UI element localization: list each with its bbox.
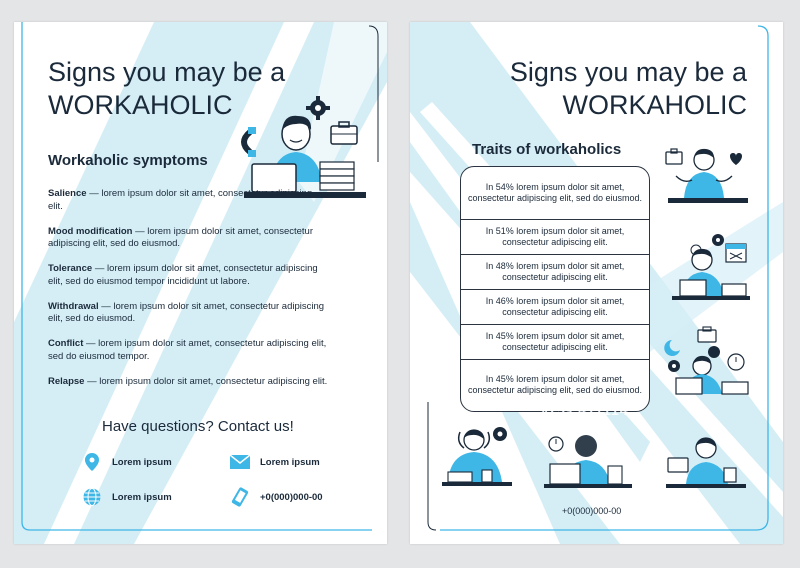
person-holding-briefcase-and-heart-illustration bbox=[662, 140, 752, 208]
gear-icon bbox=[712, 234, 724, 246]
contact-web[interactable] bbox=[82, 487, 172, 507]
symptom-term: Relapse bbox=[48, 375, 85, 387]
envelope-icon bbox=[230, 452, 250, 472]
clock-icon bbox=[549, 437, 563, 451]
traits-heading: Traits of workaholics bbox=[472, 141, 622, 158]
symptom-description: — lorem ipsum dolor sit amet, consectetur adipiscing elit, sed do eiusmod tempor. bbox=[48, 338, 327, 362]
contact-phone-text: +0(000)000-00 bbox=[562, 506, 622, 516]
symptom-term: Withdrawal bbox=[48, 300, 99, 312]
symptom-term: Tolerance bbox=[48, 263, 93, 274]
symptom-description: — lorem ipsum dolor sit amet, consectetur adipiscing elit. bbox=[48, 188, 313, 212]
symptom-description: — lorem ipsum dolor sit amet, consectetur adipiscing elit. bbox=[84, 375, 328, 387]
contact-web-text: Lorem ipsum bbox=[112, 491, 172, 503]
overwhelmed-person-illustration bbox=[438, 420, 520, 490]
symptoms-heading: Workaholic symptoms bbox=[48, 152, 208, 169]
trait-row: In 48% lorem ipsum dolor sit amet, consectetur adipiscing elit. bbox=[461, 255, 649, 290]
symptom-term: Salience bbox=[48, 188, 87, 199]
symptom-item bbox=[48, 263, 328, 288]
briefcase-icon bbox=[331, 122, 357, 144]
clock-icon bbox=[728, 354, 744, 370]
trait-row: In 46% lorem ipsum dolor sit amet, consectetur adipiscing elit. bbox=[461, 290, 649, 325]
briefcase-icon bbox=[698, 327, 716, 342]
location-pin-icon bbox=[82, 452, 102, 472]
person-with-calendar-illustration bbox=[662, 230, 752, 300]
gear-icon bbox=[493, 427, 507, 441]
symptom-term: Conflict bbox=[48, 338, 84, 349]
symptom-item bbox=[48, 376, 328, 389]
phone-icon bbox=[230, 487, 250, 507]
gear-icon bbox=[306, 96, 330, 120]
trait-row: In 54% lorem ipsum dolor sit amet, consectetur adipiscing elit, sed do eiusmod. bbox=[461, 167, 649, 220]
brochure-page-right bbox=[410, 22, 783, 544]
briefcase-icon bbox=[666, 149, 682, 164]
person-with-coffee-illustration bbox=[662, 422, 750, 492]
brochure-page-left bbox=[14, 22, 387, 544]
title-line-2: WORKAHOLIC bbox=[48, 90, 233, 120]
trait-row: In 45% lorem ipsum dolor sit amet, consectetur adipiscing elit, sed do eiusmod. bbox=[467, 374, 643, 395]
symptom-item bbox=[48, 338, 328, 363]
skull-icon bbox=[708, 346, 720, 358]
title-line-2: WORKAHOLIC bbox=[562, 90, 747, 120]
traits-table bbox=[460, 166, 650, 412]
symptom-list bbox=[48, 188, 328, 401]
page-title bbox=[510, 56, 747, 122]
briefcase-icon bbox=[668, 458, 688, 472]
symptom-item bbox=[48, 226, 328, 251]
contact-phone[interactable] bbox=[230, 487, 323, 507]
trait-row: In 45% lorem ipsum dolor sit amet, consectetur adipiscing elit. bbox=[461, 325, 649, 360]
symptom-description: — lorem ipsum dolor sit amet, consectetur adipiscing elit, sed do eiusmod. bbox=[48, 300, 325, 324]
contact-location-text: Lorem ipsum bbox=[112, 456, 172, 468]
watermark: VCG 411114 bbox=[540, 402, 629, 418]
contact-location[interactable] bbox=[82, 452, 172, 472]
heart-icon bbox=[730, 153, 742, 165]
symptom-description: — lorem ipsum dolor sit amet, consectetur adipiscing elit, sed do eiusmod. bbox=[48, 225, 314, 249]
coffee-cup-icon bbox=[724, 468, 736, 482]
globe-icon bbox=[82, 487, 102, 507]
symptom-item bbox=[48, 301, 328, 326]
title-line-1: Signs you may be a bbox=[509, 57, 747, 87]
contact-email[interactable] bbox=[230, 452, 320, 472]
contact-phone-text: +0(000)000-00 bbox=[260, 491, 323, 503]
symptom-description: — lorem ipsum dolor sit amet, consectetur adipiscing elit, sed do eiusmod tempor incididunt ut labore. bbox=[48, 263, 318, 287]
stressed-person-at-night-illustration bbox=[658, 322, 752, 396]
title-line-1: Signs you may be a bbox=[48, 57, 286, 87]
magnet-icon bbox=[244, 127, 256, 157]
trait-row: In 51% lorem ipsum dolor sit amet, consectetur adipiscing elit. bbox=[461, 220, 649, 255]
contact-email-text: Lorem ipsum bbox=[260, 456, 320, 468]
symptom-item bbox=[48, 188, 328, 213]
contact-heading: Have questions? Contact us! bbox=[102, 418, 294, 435]
gear-icon bbox=[668, 360, 680, 372]
calendar-icon bbox=[726, 244, 746, 262]
person-working-with-laptop-illustration bbox=[542, 422, 634, 492]
moon-icon bbox=[664, 340, 680, 356]
symptom-term: Mood modification bbox=[48, 225, 133, 237]
